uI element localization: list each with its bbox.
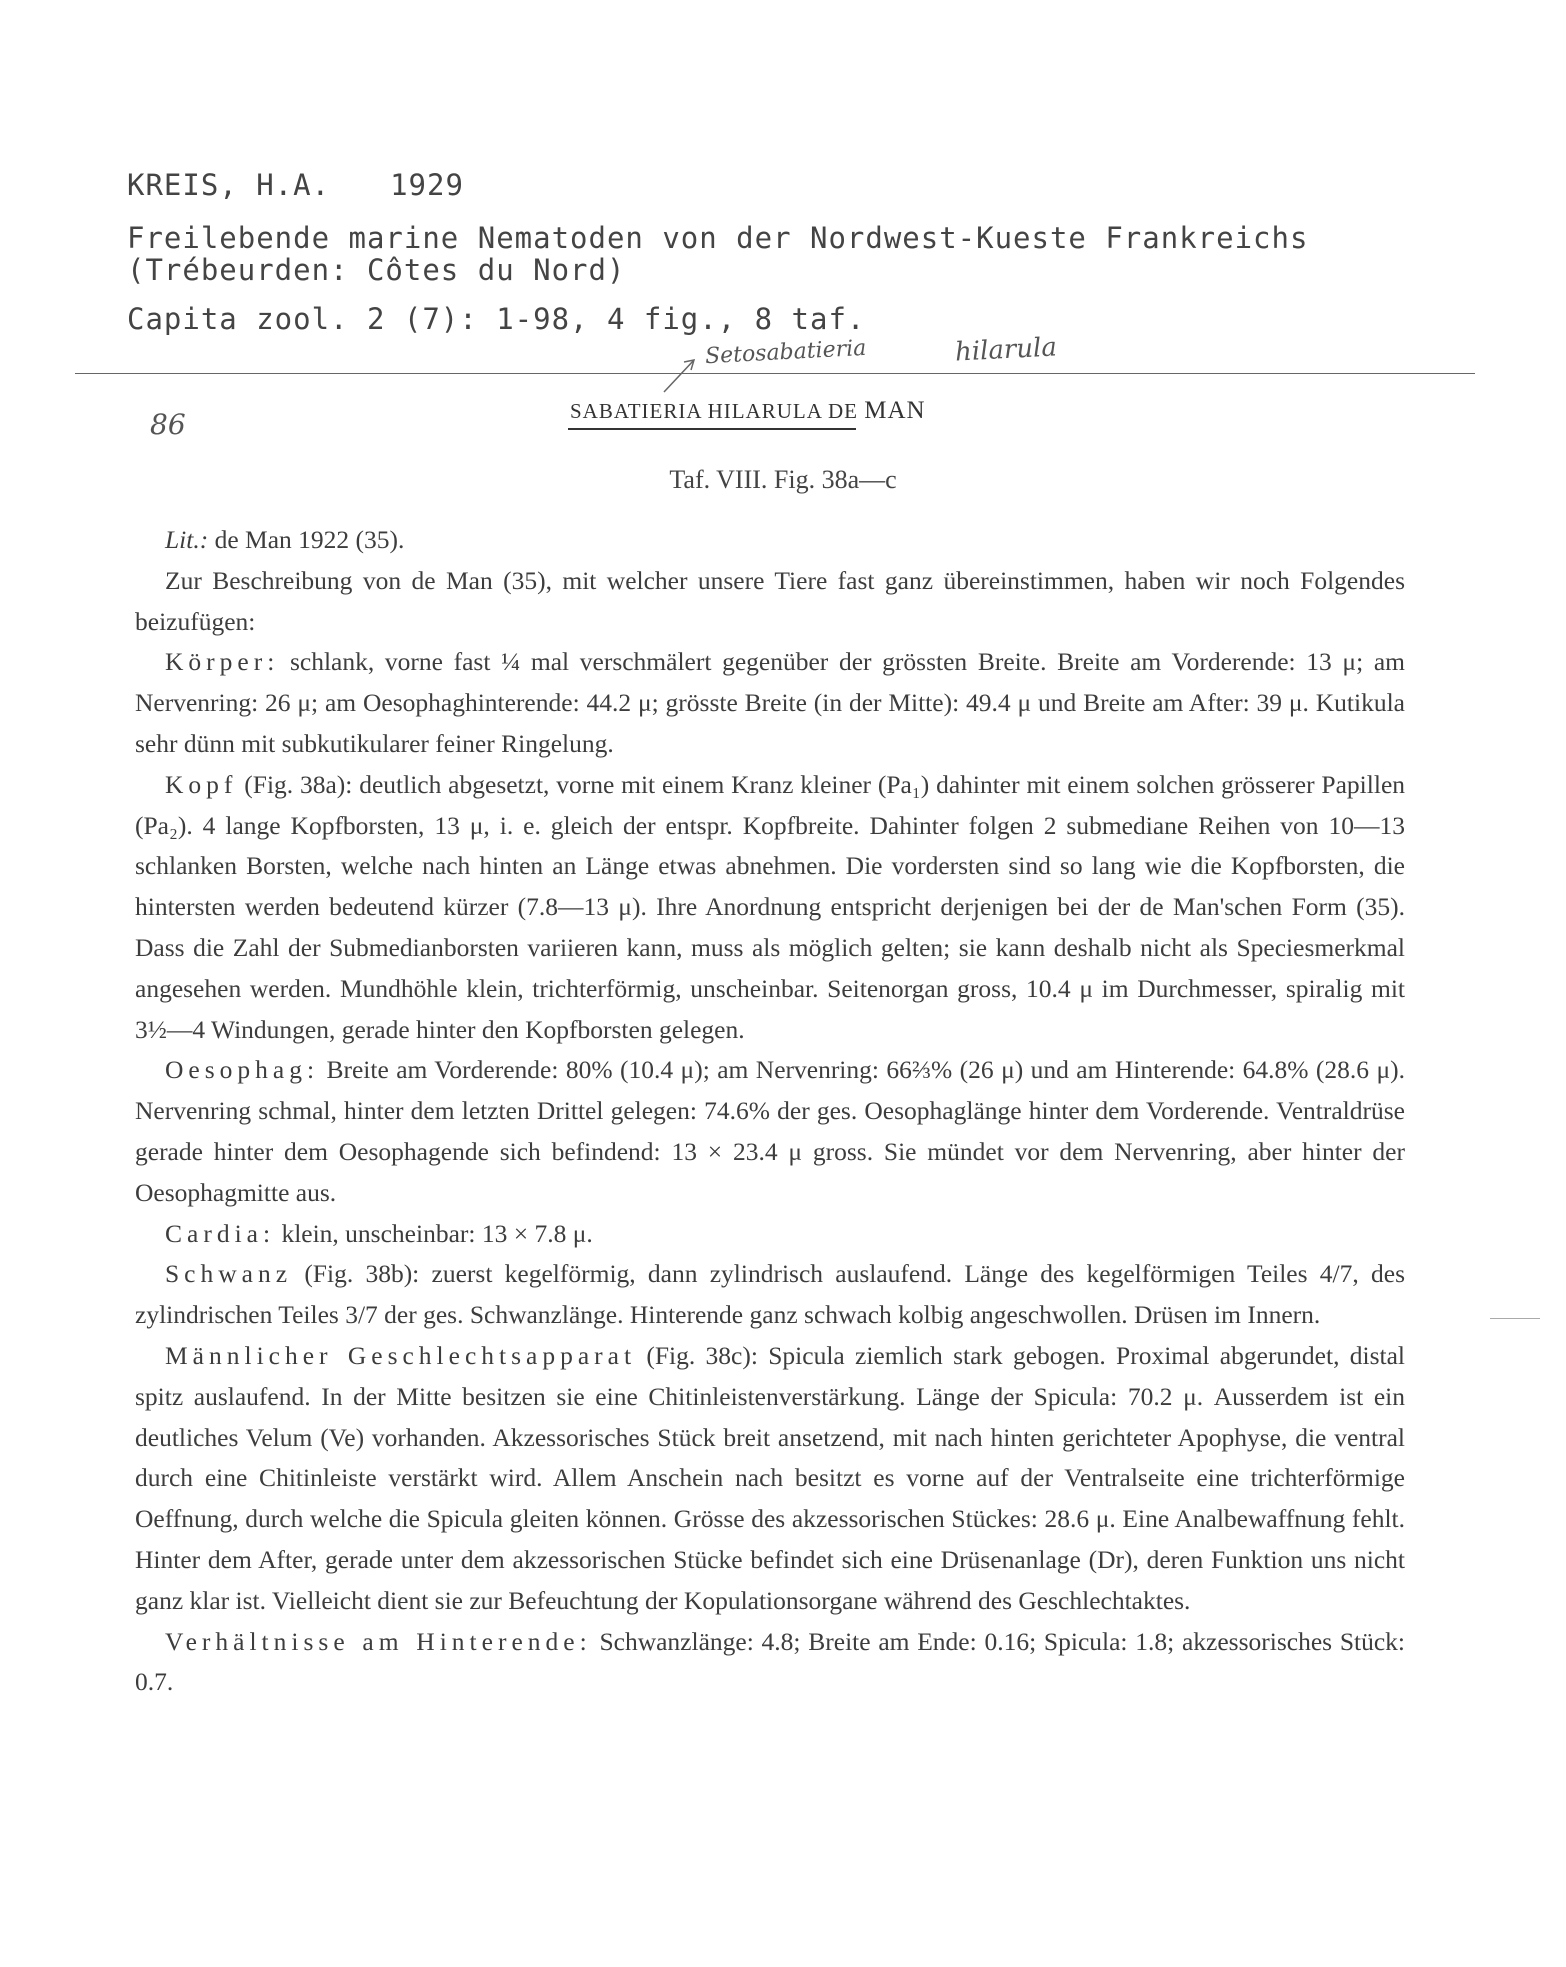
section-paragraph [135,1254,1405,1336]
section-text: schlank, vorne fast ¼ mal verschmälert gegenüber der grössten Breite. Breite am Vorderende: 13 μ; am Nervenring: 26 μ; am Oesophaghinterende: 44.2 μ; grösste Breite (in der Mitte): 49.4 μ und Breite am After: 39 μ. Kutikula sehr dünn mit subkutikularer feiner Ringelung. [135,647,1405,758]
section-label: Kopf [165,769,238,799]
page-number: 86 [150,408,186,441]
handwritten-species: hilarula [954,332,1058,368]
section-label: Cardia: [165,1218,276,1248]
section-text: (Fig. 38b): zuerst kegelförmig, dann zylindrisch auslaufend. Länge des kegelförmigen Teiles 4/7, des zylindrischen Teiles 3/7 der ges. Schwanzlänge. Hinterende ganz schwach kolbig angeschwollen. Drüsen im Innern. [135,1259,1405,1330]
section-paragraph [135,1050,1405,1213]
article-body [135,520,1405,1703]
card-divider [75,373,1475,374]
lit-label: Lit.: [165,525,209,554]
section-label: Körper: [165,647,280,677]
literature-paragraph [135,520,1405,561]
article-title [570,397,926,425]
intro-paragraph: Zur Beschreibung von de Man (35), mit welcher unsere Tiere fast ganz übereinstimmen, haben wir noch Folgendes beizufügen: [135,565,1405,636]
title-author-cap: MAN [864,397,926,424]
author: KREIS, H.A. [127,168,331,202]
author-line [127,168,464,202]
section-text: Schwanzlänge: 4.8; Breite am Ende: 0.16; Spicula: 1.8; akzessorisches Stück: 0.7. [135,1626,1406,1697]
section-label: Schwanz [165,1259,293,1289]
plate-reference: Taf. VIII. Fig. 38a—c [669,465,897,494]
year: 1929 [390,168,464,202]
section-label: Verhältnisse am Hinterende: [165,1626,592,1656]
section-paragraph [135,765,1405,1051]
section-paragraph [135,1214,1405,1255]
section-text: (Fig. 38c): Spicula ziemlich stark gebogen. Proximal abgerundet, distal spitz auslaufend. In der Mitte besitzen sie eine Chitinleistenverstärkung. Länge der Spicula: 70.2 μ. Ausserdem ist ein deutliches Velum (Ve) vorhanden. Akzessorisches Stück breit ansetzend, mit nach hinten gerichteter Apophyse, die ventral durch eine Chitinleiste verstärkt wird. Allem Anschein nach besitzt es vorne auf der Ventralseite eine trichterförmige Oeffnung, durch welche die Spicula gleiten können. Grösse des akzessorischen Stückes: 28.6 μ. Eine Analbewaffnung fehlt. Hinter dem After, gerade unter dem akzessorischen Stücke befindet sich eine Drüsenanlage (Dr), deren Funktion uns nicht ganz klar ist. Vielleicht dient sie zur Befeuchtung der Kopulationsorgane während des Geschlechtaktes. [135,1340,1405,1615]
margin-mark [1490,1318,1540,1319]
handwritten-genus: Setosabatieria [704,335,867,370]
citation: Capita zool. 2 (7): 1-98, 4 fig., 8 taf. [127,302,866,336]
section-paragraph [135,1336,1405,1622]
section-text: Breite am Vorderende: 80% (10.4 μ); am Nervenring: 66⅔% (26 μ) und am Hinterende: 64.8% (28.6 μ). Nervenring schmal, hinter dem letzten Drittel gelegen: 74.6% der ges. Oesophaglänge hinter dem Vorderende. Ventraldrüse gerade hinter dem Oesophagende sich befindend: 13 × 23.4 μ gross. Sie mündet vor dem Nervenring, aber hinter der Oesophagmitte aus. [135,1055,1405,1207]
title-small-caps: SABATIERIA HILARULA DE [570,399,858,423]
section-label: Oesophag: [165,1055,320,1085]
section-text: klein, unscheinbar: 13 × 7.8 μ. [281,1218,593,1248]
section-paragraph [135,642,1405,764]
work-title-line-2: (Trébeurden: Côtes du Nord) [127,253,626,287]
handwritten-arrow-icon [660,356,700,396]
section-paragraph [135,1622,1405,1704]
section-text: (Fig. 38a): deutlich abgesetzt, vorne mit einem Kranz kleiner (Pa₁) dahinter mit einem solchen grösserer Papillen (Pa₂). 4 lange Kopfborsten, 13 μ, i. e. gleich der entspr. Kopfbreite. Dahinter folgen 2 submediane Reihen von 10—13 schlanken Borsten, welche nach hinten an Länge etwas abnehmen. Die vordersten sind so lang wie die Kopfborsten, die hintersten werden bedeutend kürzer (7.8—13 μ). Ihre Anordnung entspricht derjenigen bei der de Man'schen Form (35). Dass die Zahl der Submedianborsten variieren kann, muss als möglich gelten; sie kann deshalb nicht als Speciesmerkmal angesehen werden. Mundhöhle klein, trichterförmig, unscheinbar. Seitenorgan gross, 10.4 μ im Durchmesser, spiralig mit 3½—4 Windungen, gerade hinter den Kopfborsten gelegen. [135,769,1406,1044]
section-label: Männlicher Geschlechtsapparat [165,1340,637,1370]
work-title-line-1: Freilebende marine Nematoden von der Nordwest-Kueste Frankreichs [127,221,1309,255]
title-underline [568,428,856,430]
lit-text: de Man 1922 (35). [214,525,405,554]
